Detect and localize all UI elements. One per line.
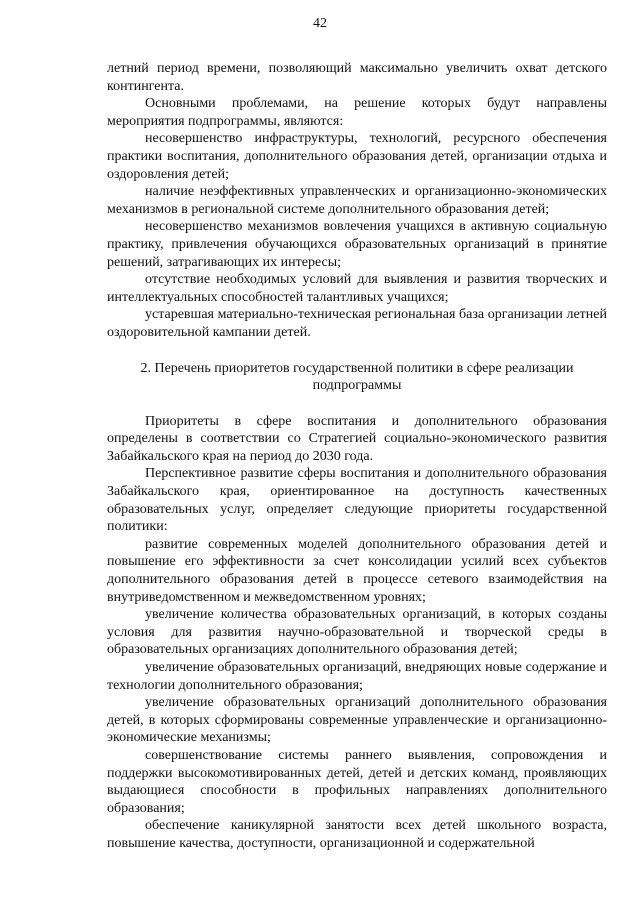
paragraph: развитие современных моделей дополнительного образования детей и повышение его эффективности за счет консолидации усилий всех субъектов дополнительного образования детей в процессе сетевого взаимодействия на внутриведомственном и межведомственном уровнях;: [107, 536, 607, 605]
paragraph: увеличение образовательных организаций дополнительного образования детей, в которых сформированы современные управленческие и организационно-экономические механизмы;: [107, 695, 607, 746]
section-heading: 2. Перечень приоритетов государственной политики в сфере реализации подпрограммы: [140, 360, 574, 394]
paragraph: увеличение образовательных организаций, внедряющих новые содержание и технологии дополнительного образования;: [107, 660, 607, 693]
paragraph: обеспечение каникулярной занятости всех детей школьного возраста, повышение качества, доступности, организационной и содержательной: [107, 818, 607, 851]
paragraph: несовершенство механизмов вовлечения учащихся в активную социальную практику, привлечения обучающихся образовательных организаций в принятие решений, затрагивающих их интересы;: [107, 219, 607, 270]
paragraph: отсутствие необходимых условий для выявления и развития творческих и интеллектуальных способностей талантливых учащихся;: [107, 272, 607, 305]
paragraph: Перспективное развитие сферы воспитания и дополнительного образования Забайкальского края, ориентированное на доступность качественных образовательных услуг, определяет следующие приоритеты государственной политики:: [107, 466, 607, 535]
paragraph: Приоритеты в сфере воспитания и дополнительного образования определены в соответствии со Стратегией социально-экономического развития Забайкальского края на период до 2030 года.: [107, 413, 607, 464]
paragraph: летний период времени, позволяющий максимально увеличить охват детского контингента.: [107, 61, 607, 94]
paragraph: наличие неэффективных управленческих и организационно-экономических механизмов в региональной системе дополнительного образования детей;: [107, 184, 607, 217]
page-number: 42: [313, 16, 327, 31]
paragraph: совершенствование системы раннего выявления, сопровождения и поддержки высокомотивированных детей, детей и детских команд, проявляющих выдающиеся способности в профильных направлениях дополнительного образования;: [107, 747, 607, 816]
paragraph: несовершенство инфраструктуры, технологий, ресурсного обеспечения практики воспитания, дополнительного образования детей, организации отдыха и оздоровления детей;: [107, 131, 607, 182]
paragraph: Основными проблемами, на решение которых будут направлены мероприятия подпрограммы, являются:: [107, 96, 607, 129]
paragraph: устаревшая материально-техническая региональная база организации летней оздоровительной кампании детей.: [107, 307, 607, 340]
document-body: [107, 60, 607, 853]
paragraph: увеличение количества образовательных организаций, в которых созданы условия для развития научно-образовательной и творческой среды в образовательных организациях дополнительного образования детей;: [107, 607, 607, 658]
